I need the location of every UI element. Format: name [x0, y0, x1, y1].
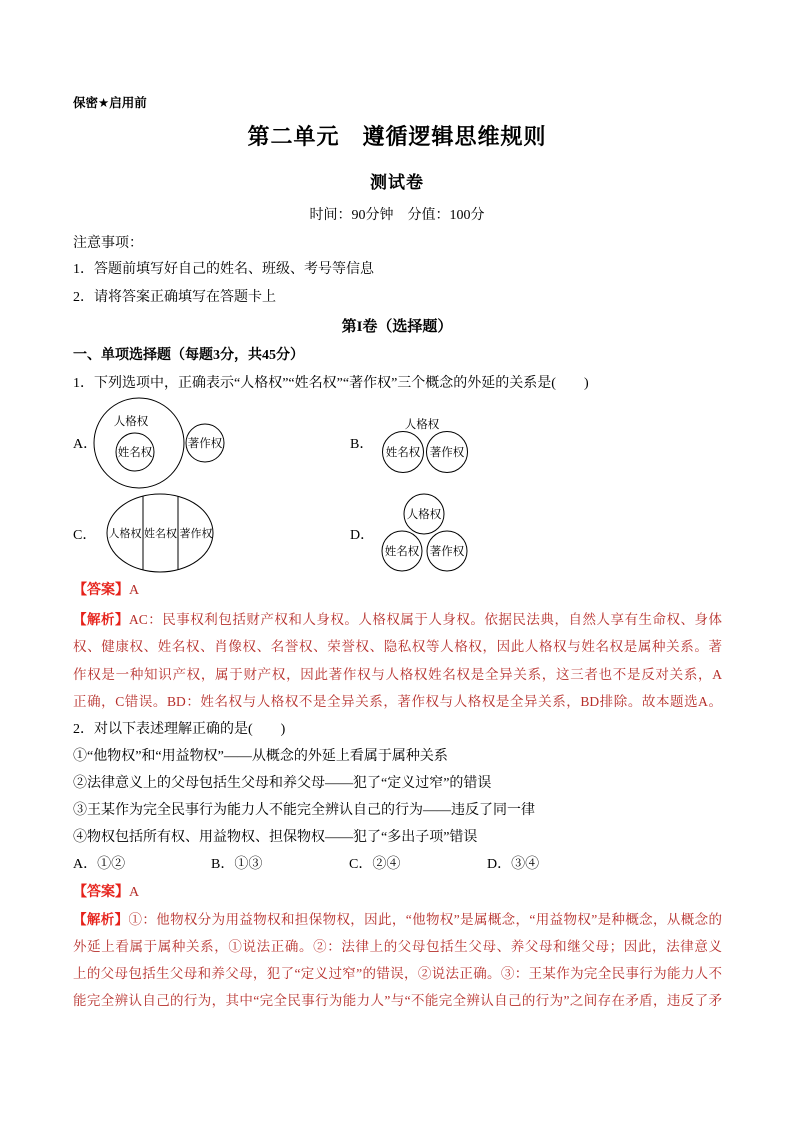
q2-analysis-line: 上的父母包括生父母和养父母，犯了“定义过窄”的错误，②说法正确。③：王某作为完全民事行为能力人不 [73, 966, 722, 981]
separate-circle-label: 著作权 [187, 438, 223, 450]
q2-statement: ④物权包括所有权、用益物权、担保物权——犯了“多出子项”错误 [73, 830, 478, 845]
circle-label: 姓名权 [384, 546, 420, 558]
notes-heading: 注意事项： [73, 236, 143, 251]
choice-a: A．①② [73, 857, 126, 872]
choice-d: D．③④ [487, 857, 540, 872]
answer-label: 【答案】 [73, 885, 129, 900]
option-b-label: B． [350, 437, 374, 452]
answer-value: A [129, 885, 140, 900]
q2-statement: ③王某作为完全民事行为能力人不能完全辨认自己的行为——违反了同一律 [73, 803, 535, 818]
inner-circle-label: 姓名权 [117, 447, 153, 459]
q1-option-diagrams [60, 395, 480, 580]
q1-analysis-line [73, 609, 722, 631]
answer-value: A [129, 583, 140, 598]
segment-label: 姓名权 [144, 528, 177, 540]
option-c-label: C． [73, 528, 97, 543]
q2-analysis-line [73, 909, 722, 931]
page-subtitle: 测试卷 [370, 173, 424, 192]
analysis-label: 【解析】 [73, 612, 130, 627]
q1-stem: 1．下列选项中，正确表示“人格权”“姓名权”“著作权”三个概念的外延的关系是( ) [73, 376, 589, 391]
outer-circle-label: 人格权 [113, 416, 149, 428]
analysis-text: AC：民事权利包括财产权和人身权。人格权属于人身权。依据民法典，自然人享有生命权、身体 [129, 612, 722, 627]
page-title: 第二单元 遵循逻辑思维规则 [247, 124, 547, 149]
q2-answer [73, 882, 139, 904]
q2-statement: ①“他物权”和“用益物权”——从概念的外延上看属于属种关系 [73, 749, 448, 764]
confidential-mark: 保密★启用前 [73, 96, 147, 110]
circle-label: 著作权 [429, 447, 465, 459]
circle-label: 姓名权 [385, 447, 421, 459]
circle-label: 著作权 [429, 546, 465, 558]
q2-statement: ②法律意义上的父母包括生父母和养父母——犯了“定义过窄”的错误 [73, 776, 492, 791]
q1-analysis-line: 正确，C错误。BD：姓名权与人格权不是全异关系，著作权与人格权是全异关系，BD排除。故本题选A。 [73, 694, 722, 709]
option-a [73, 398, 224, 488]
segment-label: 人格权 [108, 528, 142, 540]
option-d [350, 494, 467, 571]
q1-analysis-line: 权、健康权、姓名权、肖像权、名誉权、荣誉权、隐私权等人格权，因此人格权与姓名权是属种关系。著 [73, 639, 722, 654]
q2-analysis-line: 外延上看属于属种关系，①说法正确。②：法律上的父母包括生父母、养父母和继父母；因此，法律意义 [73, 939, 722, 954]
part-title: 一、单项选择题（每题3分，共45分） [73, 348, 304, 363]
q2-stem: 2．对以下表述理解正确的是( ) [73, 722, 286, 737]
exam-info: 时间：90分钟 分值：100分 [309, 208, 485, 223]
option-b-caption: 人格权 [404, 419, 440, 431]
segment-label: 著作权 [179, 528, 213, 540]
option-b [350, 417, 468, 473]
circle-label: 人格权 [406, 509, 442, 521]
option-c [73, 494, 213, 572]
notes-item: 1．答题前填写好自己的姓名、班级、考号等信息 [73, 262, 374, 277]
notes-item: 2．请将答案正确填写在答题卡上 [73, 290, 276, 305]
choice-b: B．①③ [211, 857, 263, 872]
q1-answer [73, 580, 139, 602]
option-a-label: A． [73, 437, 98, 452]
outer-circle [94, 398, 184, 488]
analysis-label: 【解析】 [73, 912, 129, 927]
answer-label: 【答案】 [73, 583, 129, 598]
choice-c: C．②④ [349, 857, 401, 872]
q1-analysis-line: 作权是一种知识产权，属于财产权，因此著作权与人格权姓名权是全异关系，这三者也不是反对关系，A [73, 667, 722, 682]
option-d-label: D． [350, 528, 375, 543]
q2-analysis-line: 能完全辨认自己的行为，其中“完全民事行为能力人”与“不能完全辨认自己的行为”之间存在矛盾，违反了矛 [73, 993, 722, 1008]
volume-title: 第I卷（选择题） [341, 319, 453, 335]
analysis-text: ①：他物权分为用益物权和担保物权，因此，“他物权”是属概念，“用益物权”是种概念，从概念的 [128, 912, 723, 927]
